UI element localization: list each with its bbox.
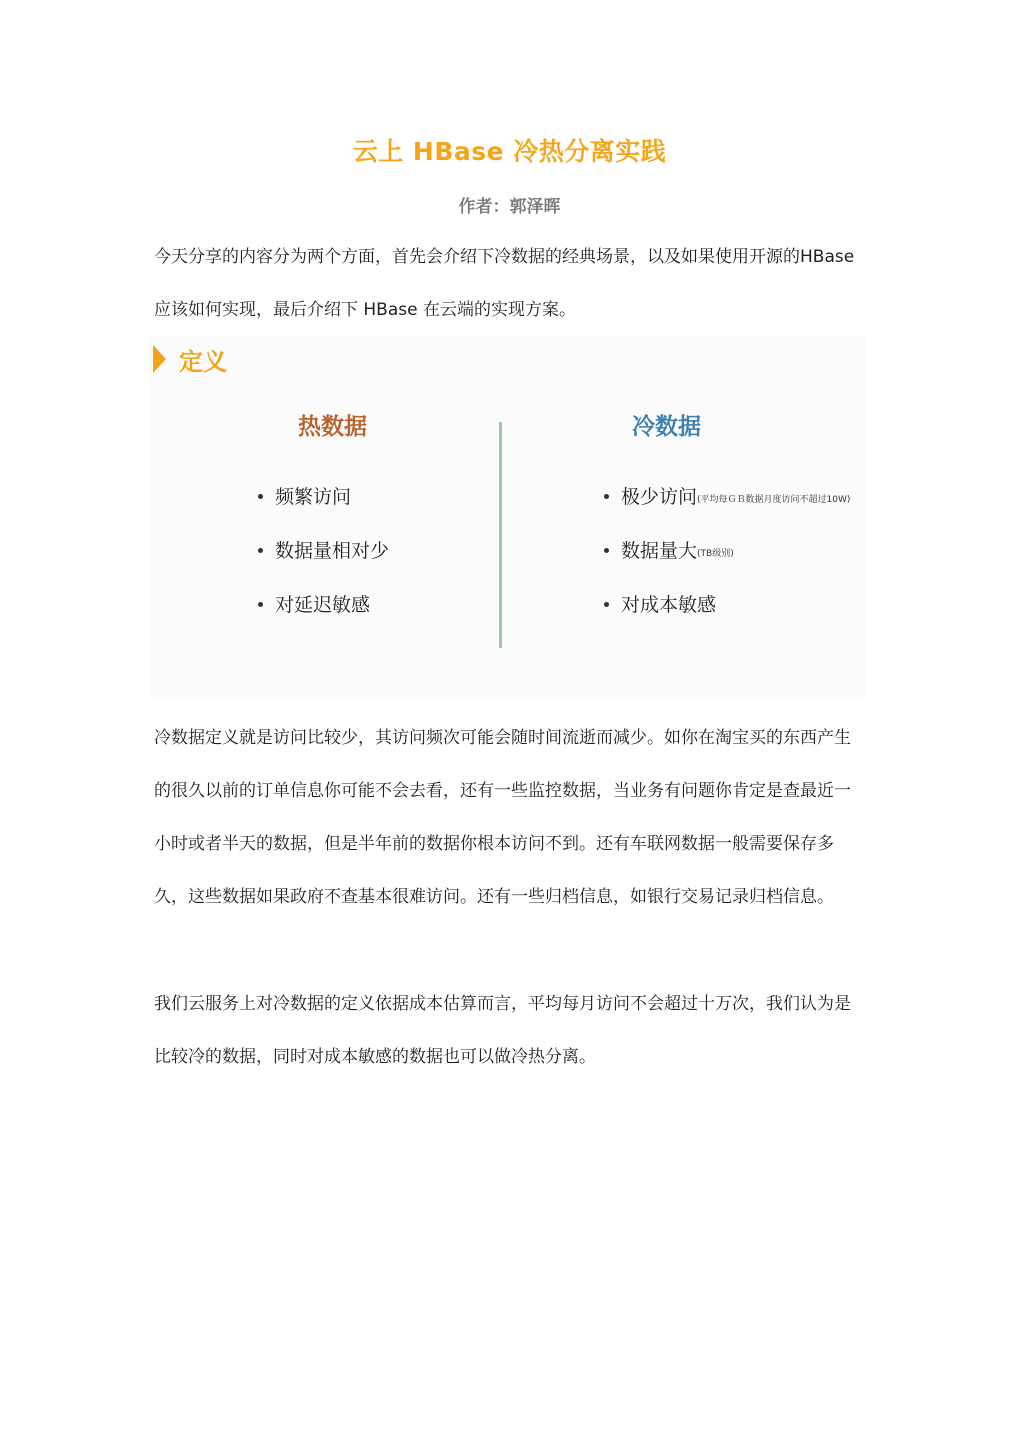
section-title: 定义 bbox=[179, 347, 227, 376]
bullet-icon bbox=[258, 548, 263, 553]
list-item bbox=[258, 536, 389, 590]
cold-item-text: 数据量大 bbox=[621, 540, 698, 562]
author-line: 作者：郭泽晖 bbox=[458, 197, 561, 217]
bullet-icon bbox=[604, 548, 609, 553]
hot-item-text: 频繁访问 bbox=[275, 486, 352, 508]
hot-data-list bbox=[258, 482, 389, 644]
bullet-icon bbox=[604, 494, 609, 499]
arrow-right-icon bbox=[153, 345, 166, 373]
cold-item-note: (平均每ＧＢ数据月度访问不超过10W) bbox=[697, 495, 851, 505]
bullet-icon bbox=[604, 602, 609, 607]
cold-data-list bbox=[604, 482, 850, 644]
section-header bbox=[153, 342, 227, 376]
cold-item-text: 极少访问 bbox=[621, 486, 698, 508]
list-item bbox=[604, 590, 850, 644]
definition-figure bbox=[150, 336, 866, 698]
hot-item-text: 对延迟敏感 bbox=[275, 594, 371, 616]
cold-item-note: (TB级别) bbox=[697, 549, 734, 559]
cold-data-title: 冷数据 bbox=[632, 414, 701, 440]
document-title: 云上 HBase 冷热分离实践 bbox=[352, 137, 667, 166]
hot-data-title: 热数据 bbox=[298, 414, 367, 440]
column-divider bbox=[499, 422, 502, 648]
cold-item-text: 对成本敏感 bbox=[621, 594, 717, 616]
list-item bbox=[604, 536, 850, 590]
list-item bbox=[258, 590, 389, 644]
bullet-icon bbox=[258, 494, 263, 499]
list-item bbox=[604, 482, 850, 536]
intro-paragraph: 今天分享的内容分为两个方面，首先会介绍下冷数据的经典场景，以及如果使用开源的HBase 应该如何实现，最后介绍下 HBase 在云端的实现方案。 bbox=[154, 247, 855, 320]
list-item bbox=[258, 482, 389, 536]
hot-item-text: 数据量相对少 bbox=[275, 540, 390, 562]
body-paragraph-1: 冷数据定义就是访问比较少，其访问频次可能会随时间流逝而减少。如你在淘宝买的东西产生的很久以前的订单信息你可能不会去看，还有一些监控数据，当业务有问题你肯定是查最近一小时或者半天的数据，但是半年前的数据你根本访问不到。还有车联网数据一般需要保存多久，这些数据如果政府不查基本很难访问。还有一些归档信息，如银行交易记录归档信息。 bbox=[154, 728, 851, 907]
bullet-icon bbox=[258, 602, 263, 607]
body-paragraph-2: 我们云服务上对冷数据的定义依据成本估算而言，平均每月访问不会超过十万次，我们认为是比较冷的数据，同时对成本敏感的数据也可以做冷热分离。 bbox=[154, 994, 851, 1067]
